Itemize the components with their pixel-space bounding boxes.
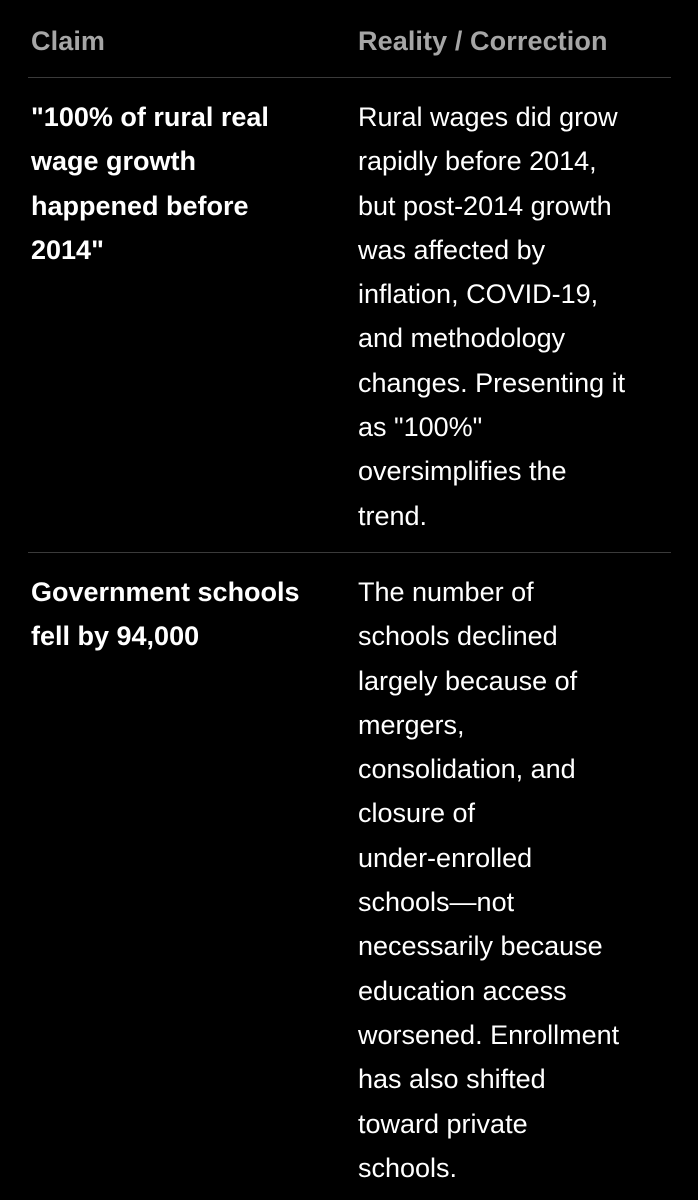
- row-2-reality-line: closure of: [358, 798, 476, 829]
- header-claim: Claim: [31, 26, 106, 56]
- row-1-reality-line: and methodology: [358, 323, 566, 354]
- row-1-claim-line: 2014": [31, 234, 104, 265]
- row-1-reality-line: changes. Presenting it: [358, 367, 626, 398]
- row-2-reality-line: schools—not: [358, 887, 515, 918]
- row-1-reality-line: but post-2014 growth: [358, 190, 612, 221]
- row-1-claim: [31, 95, 331, 272]
- row-2-reality-line: under-enrolled: [358, 842, 533, 873]
- header-reality: Reality / Correction: [358, 26, 608, 56]
- row-1-reality-line: oversimplifies the: [358, 456, 567, 487]
- row-2-reality-line: education access: [358, 975, 567, 1006]
- header-divider: [28, 77, 671, 78]
- row-2-reality-line: largely because of: [358, 665, 578, 696]
- row-2-reality-line: necessarily because: [358, 931, 603, 962]
- row-2-claim: [31, 570, 331, 659]
- row-2-reality-line: has also shifted: [358, 1064, 546, 1095]
- row-divider: [28, 552, 671, 553]
- row-2-reality-line: The number of: [358, 577, 534, 607]
- row-2-claim-line: fell by 94,000: [31, 621, 200, 652]
- row-1-reality-line: was affected by: [358, 234, 546, 265]
- row-2-reality: [358, 570, 678, 1190]
- row-1-claim-line: wage growth: [31, 146, 197, 177]
- row-1-reality-line: rapidly before 2014,: [358, 146, 597, 177]
- row-2-reality-line: schools.: [358, 1152, 458, 1183]
- row-2-reality-line: schools declined: [358, 621, 558, 652]
- row-2-reality-line: worsened. Enrollment: [358, 1019, 620, 1050]
- row-2-reality-line: toward private: [358, 1108, 528, 1139]
- row-1-reality: [358, 95, 678, 538]
- row-2-reality-line: mergers,: [358, 709, 465, 740]
- row-1-claim-line: happened before: [31, 190, 249, 221]
- row-2-claim-line: Government schools: [31, 577, 300, 607]
- row-2-reality-line: consolidation, and: [358, 754, 576, 785]
- row-1-reality-line: Rural wages did grow: [358, 102, 618, 132]
- row-1-reality-line: inflation, COVID-19,: [358, 279, 599, 310]
- row-1-reality-line: trend.: [358, 500, 428, 531]
- row-1-claim-line: "100% of rural real: [31, 102, 269, 132]
- row-1-reality-line: as "100%": [358, 412, 483, 443]
